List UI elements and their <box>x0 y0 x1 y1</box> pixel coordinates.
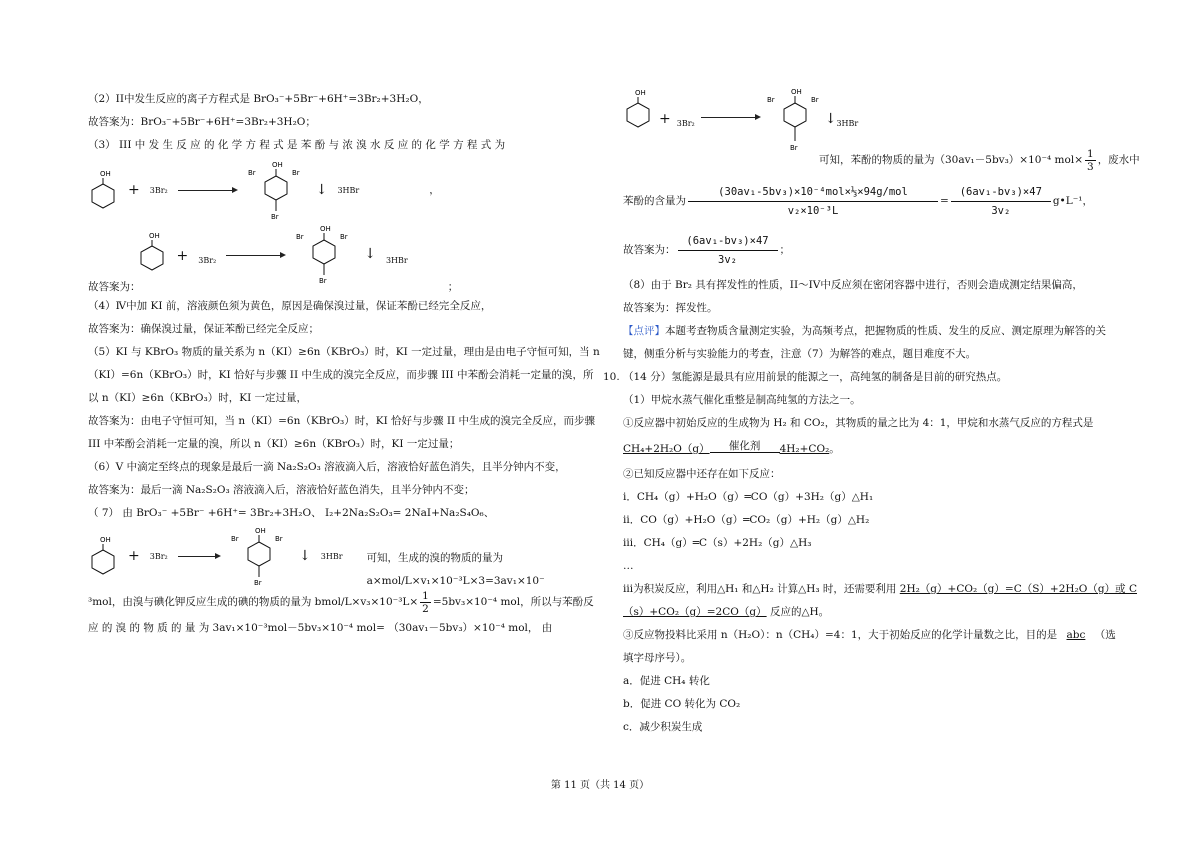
text-line: 键，侧重分析与实验能力的考查，注意（7）为解答的难点，题目难度不大。 <box>623 348 977 360</box>
svg-text:Br: Br <box>270 213 279 221</box>
ellipsis: … <box>623 560 634 572</box>
svg-text:OH: OH <box>320 225 332 233</box>
svg-text:OH: OH <box>100 536 111 544</box>
reaction-ii: ⅱ．CO（g）+H₂O（g）═CO₂（g）+H₂（g）△H₂ <box>623 514 870 526</box>
text-line: （1）甲烷水蒸气催化重整是制高纯氢的方法之一。 <box>623 394 861 406</box>
text-line: ①反应器中初始反应的生成物为 H₂ 和 CO₂，其物质的量之比为 4：1，甲烷和水蒸气反应的方程式是 <box>623 417 1094 429</box>
text-line: ⅲ为积炭反应，利用△H₁ 和△H₂ 计算△H₃ 时，还需要利用 2H₂（g）+CO₂（g）=C（S）+2H₂O（g）或 C <box>623 583 1137 595</box>
phenol-structure <box>88 167 118 213</box>
down-arrow: ↓ <box>299 547 311 564</box>
tribromophenol-structure <box>246 159 306 221</box>
answer-3-row <box>88 223 593 295</box>
byproduct-label: 3HBr <box>836 119 859 128</box>
page-footer: 第 11 页（共 14 页） <box>550 780 650 791</box>
text-line: 故答案为：最后一滴 Na₂S₂O₃ 溶液滴入后，溶液恰好蓝色消失，且半分钟内不变； <box>88 484 475 496</box>
answer-label: 故答案为： <box>88 281 141 293</box>
fraction: $\frac{1}{2}$ <box>422 589 429 615</box>
right-column <box>603 86 1140 739</box>
plus-sign: + <box>659 111 671 127</box>
svg-text:OH: OH <box>148 232 160 240</box>
reagent-label: 3Br₂ <box>676 119 695 128</box>
reaction-i: ⅰ．CH₄（g）+H₂O（g）═CO（g）+3H₂（g）△H₁ <box>623 491 874 503</box>
text-line: 以 n（KI）≥6n（KBrO₃）时，KI 一定过量， <box>88 392 308 404</box>
tribromophenol-structure <box>294 223 354 285</box>
left-column <box>88 88 600 640</box>
fraction: $\frac{\text{(30av₁-5bv₃)×10⁻⁴mol×⅓×94g/mol}}{\text{v₂×10⁻³L}}$ <box>688 183 938 220</box>
equation-line: CH₄+2H₂O（g） 催化剂 4H₂+CO₂。 <box>623 435 1128 463</box>
plus-sign: + <box>128 181 140 198</box>
svg-text:Br: Br <box>296 233 304 241</box>
text-line: 可知，生成的溴的物质的量为 a×mol/L×v₁×10⁻³L×3=3av₁×10⁻ <box>366 552 545 587</box>
comment-tag: 【点评】 <box>623 325 665 337</box>
phenol-bromination-scheme <box>623 86 1128 154</box>
answer-blank: （s）+CO₂（g）=2CO（g） <box>623 606 767 618</box>
text-line: 故答案为：挥发性。 <box>623 302 718 314</box>
answer-blank: abc <box>1066 629 1086 641</box>
text-line: （6）V 中滴定至终点的现象是最后一滴 Na₂S₂O₃ 溶液滴入后，溶液恰好蓝色消失，且半分钟内不变， <box>88 461 566 473</box>
text-line: 故答案为：由电子守恒可知，当 n（KI）=6n（KBrO₃）时，KI 恰好与步骤 II 中生成的溴完全反应，而步骤 <box>88 415 596 427</box>
svg-text:Br: Br <box>275 535 283 543</box>
svg-text:Br: Br <box>319 277 327 285</box>
punctuation: ， <box>429 183 440 196</box>
text-line: （KI）=6n（KBrO₃）时，KI 恰好与步骤 II 中生成的溴完全反应，而步骤 III 中苯酚会消耗一定量的溴，所 <box>88 369 594 381</box>
answer-7-row: 故答案为： $\frac{\text{(6av₁-bv₃)×47}}{\text{3v₂}}$ ； <box>623 228 1128 272</box>
byproduct-label: 3HBr <box>320 551 343 561</box>
svg-text:OH: OH <box>255 527 266 535</box>
reaction-arrow <box>178 190 236 191</box>
down-arrow: ↓ <box>315 181 328 198</box>
svg-text:Br: Br <box>810 96 819 104</box>
fraction: $\frac{1}{3}$ <box>1087 147 1094 173</box>
fraction: $\frac{\text{(6av₁-bv₃)×47}}{\text{3v₂}}$ <box>951 183 1051 220</box>
svg-text:Br: Br <box>766 96 775 104</box>
reagent-label: 3Br₂ <box>149 551 168 561</box>
text-line: 应 的 溴 的 物 质 的 量 为 3av₁×10⁻³mol－5bv₃×10⁻⁴ mol= （30av₁－5bv₃）×10⁻⁴ mol， 由 <box>88 622 553 634</box>
byproduct-label: 3HBr <box>337 185 360 195</box>
tribromophenol-structure <box>229 525 289 587</box>
text-line: 填字母序号）。 <box>623 652 692 664</box>
reaction-arrow <box>701 117 759 118</box>
phenol-bromination-scheme <box>88 157 593 223</box>
answer-blank: 2H₂（g）+CO₂（g）=C（S）+2H₂O（g）或 C <box>899 583 1137 595</box>
down-arrow: ↓ <box>364 246 376 262</box>
text-line: （2）II中发生反应的离子方程式是 BrO₃⁻+5Br⁻+6H⁺=3Br₂+3H₂O， <box>88 93 429 105</box>
question-number: 10. <box>603 371 620 383</box>
option-a: a．促进 CH₄ 转化 <box>623 675 710 687</box>
svg-text:OH: OH <box>100 170 111 178</box>
byproduct-label: 3HBr <box>385 256 408 265</box>
svg-text:Br: Br <box>291 169 300 177</box>
text-line: （s）+CO₂（g）=2CO（g） 反应的△H。 <box>623 606 830 618</box>
phenol-structure <box>88 533 118 579</box>
text-line: ③反应物投料比采用 n（H₂O）：n（CH₄）=4：1，大于初始反应的化学计量数之比，目的是 abc （选 <box>623 629 1116 641</box>
plus-sign: + <box>128 547 140 564</box>
punctuation: ； <box>447 281 459 293</box>
text-line: ②已知反应器中还存在如下反应： <box>623 468 781 480</box>
reagent-label: 3Br₂ <box>149 185 168 195</box>
text-line: （ 7） 由 BrO₃⁻ +5Br⁻ +6H⁺= 3Br₂+3H₂O、 I₂+2Na₂S₂O₃= 2NaI+Na₂S₄O₆、 <box>88 507 495 519</box>
phenol-bromination-scheme <box>88 525 593 587</box>
svg-text:Br: Br <box>789 144 798 152</box>
text-line: 故答案为：确保溴过量，保证苯酚已经完全反应； <box>88 323 319 335</box>
catalyst-arrow: 催化剂 <box>710 441 780 458</box>
text-line: 故答案为：BrO₃⁻+5Br⁻+6H⁺=3Br₂+3H₂O； <box>88 116 316 128</box>
text-line: III 中苯酚会消耗一定量的溴，所以 n（KI）≥6n（KBrO₃）时，KI 一定过量； <box>88 438 460 450</box>
plus-sign: + <box>176 248 189 264</box>
reagent-label: 3Br₂ <box>198 256 217 265</box>
text-line: （5）KI 与 KBrO₃ 物质的量关系为 n（KI）≥6n（KBrO₃）时，KI 一定过量，理由是由电子守恒可知，当 n <box>88 346 600 358</box>
svg-text:Br: Br <box>247 169 256 177</box>
phenol-bromination-scheme <box>137 223 408 295</box>
tribromophenol-structure <box>765 86 825 152</box>
phenol-structure <box>623 86 653 132</box>
svg-text:OH: OH <box>635 89 646 97</box>
down-arrow: ↓ <box>824 111 837 127</box>
text-line: 可知，苯酚的物质的量为（30av₁－5bv₃）×10⁻⁴ mol× $\frac{1}{3}$ ，废水中 <box>819 147 1140 173</box>
svg-text:OH: OH <box>271 161 283 169</box>
option-c: c．减少积炭生成 <box>623 721 703 733</box>
text-line: （3） III 中 发 生 反 应 的 化 学 方 程 式 是 苯 酚 与 浓 溴 水 反 应 的 化 学 方 程 式 为 <box>88 139 506 151</box>
svg-text:Br: Br <box>254 579 262 587</box>
question-10-heading: 10. （14 分）氢能源是最具有应用前景的能源之一，高纯氢的制备是目前的研究热点。 <box>623 366 1128 389</box>
reaction-iii: ⅲ．CH₄（g）═C（s）+2H₂（g）△H₃ <box>623 537 812 549</box>
text-line: ³mol，由溴与碘化钾反应生成的碘的物质的量为 bmol/L×v₃×10⁻³L× $\frac{1}{2}$ =5bv₃×10⁻⁴ mol，所以与苯酚反 <box>88 589 594 615</box>
reaction-arrow <box>226 255 284 256</box>
phenol-structure <box>137 229 167 275</box>
svg-text:Br: Br <box>231 535 239 543</box>
reaction-arrow <box>178 556 219 557</box>
text-line: （4）Ⅳ中加 KI 前，溶液颜色须为黄色，原因是确保溴过量，保证苯酚已经完全反应， <box>88 300 492 312</box>
comment-line: 【点评】本题考查物质含量测定实验，为高频考点，把握物质的性质、发生的反应、测定原理为解答的关 <box>623 325 1106 337</box>
fraction: $\frac{\text{(6av₁-bv₃)×47}}{\text{3v₂}}$ <box>678 232 778 269</box>
svg-text:OH: OH <box>790 88 802 96</box>
option-b: b．促进 CO 转化为 CO₂ <box>623 698 741 710</box>
content-formula: 苯酚的含量为 $\frac{\text{(30av₁-5bv₃)×10⁻⁴mol×⅓×94g/mol}}{\text{v₂×10⁻³L}}$ = $\frac{\text{(6av₁-bv₃)×47}}{\text{3v₂}}$ g•L⁻¹， <box>623 178 1128 224</box>
svg-text:Br: Br <box>340 233 348 241</box>
text-line: （8）由于 Br₂ 具有挥发性的性质，II～IV中反应须在密闭容器中进行，否则会造成测定结果偏高， <box>623 279 1083 291</box>
